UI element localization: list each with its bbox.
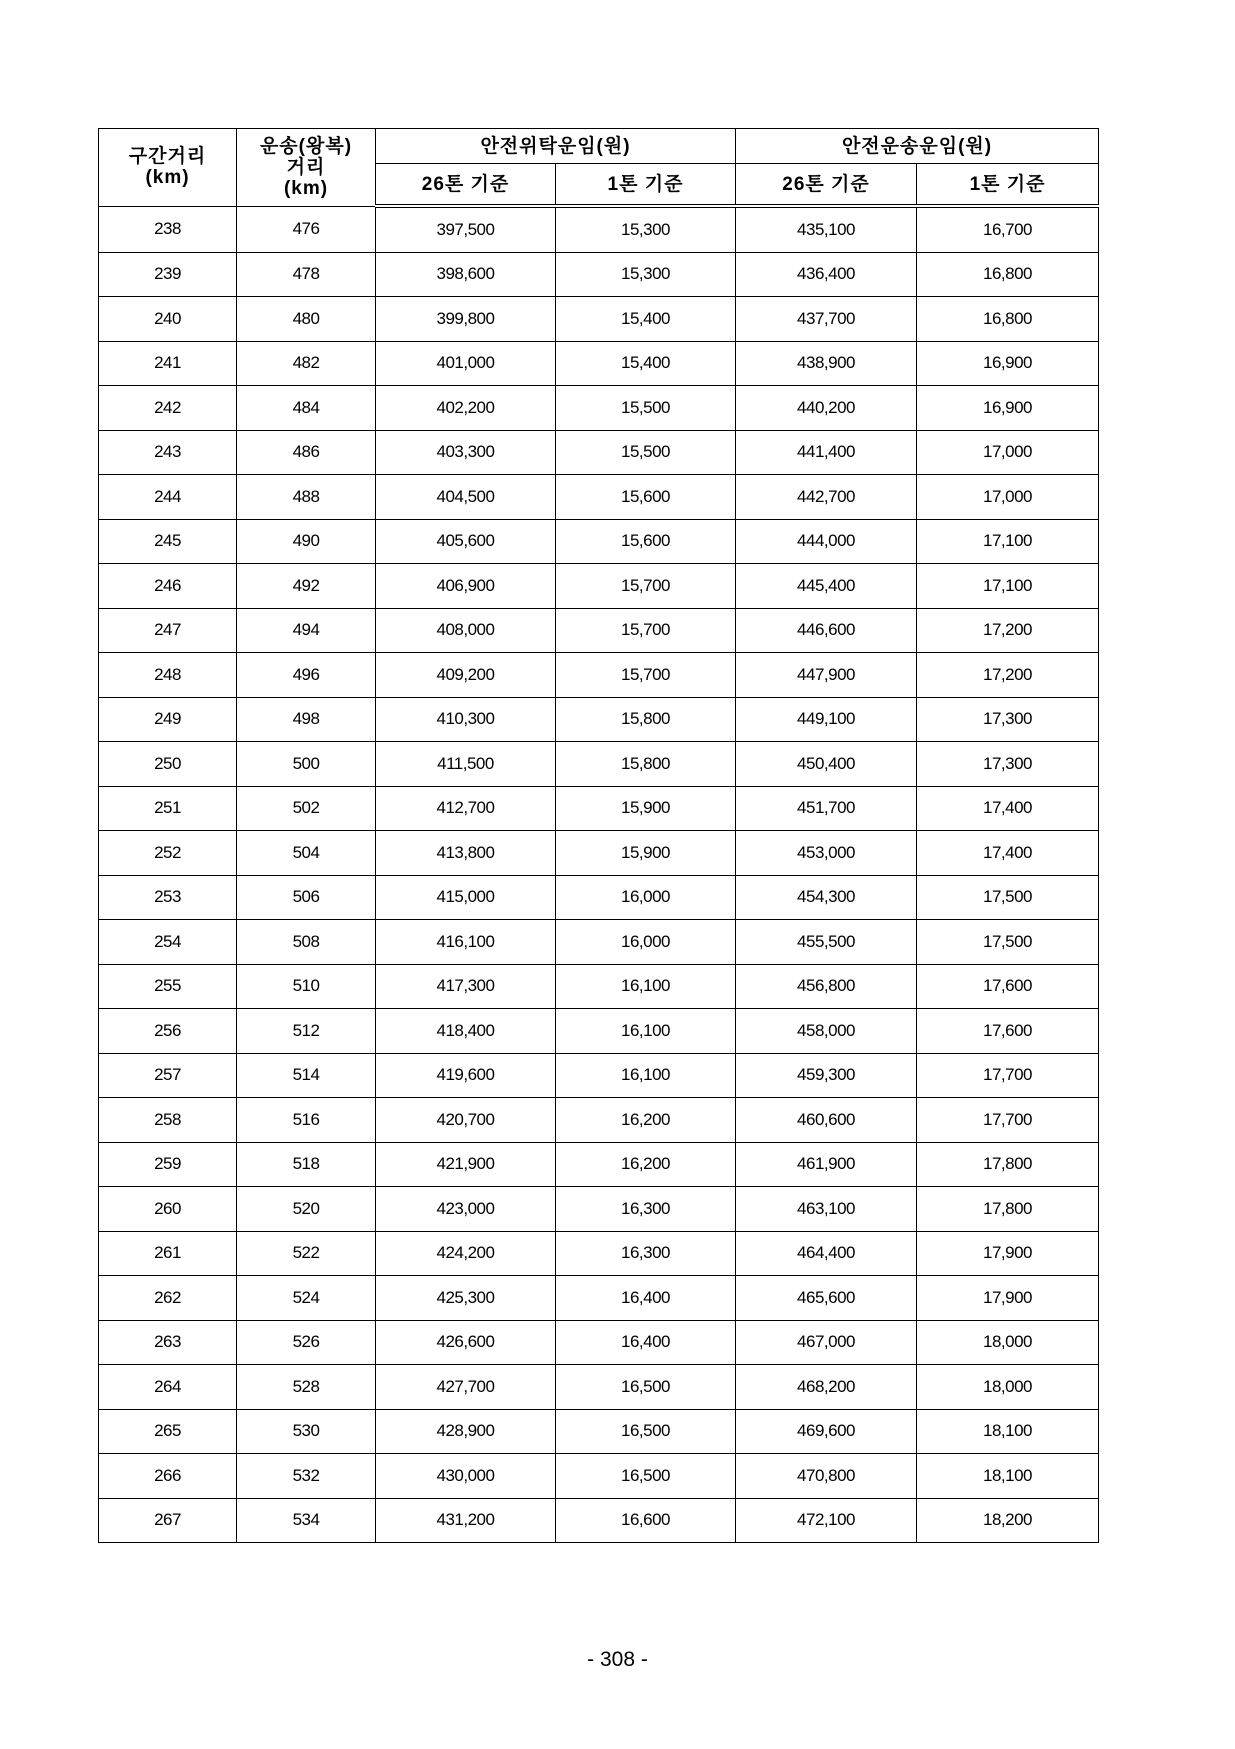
cell-transport-26ton: 444,000 xyxy=(736,519,917,564)
cell-transport-distance: 528 xyxy=(237,1365,376,1410)
cell-transport-26ton: 468,200 xyxy=(736,1365,917,1410)
cell-transport-26ton: 460,600 xyxy=(736,1098,917,1143)
cell-consign-1ton: 16,200 xyxy=(556,1142,736,1187)
cell-section-distance: 264 xyxy=(99,1365,237,1410)
cell-transport-26ton: 436,400 xyxy=(736,252,917,297)
cell-consign-26ton: 415,000 xyxy=(376,875,556,920)
cell-consign-26ton: 412,700 xyxy=(376,786,556,831)
cell-consign-26ton: 421,900 xyxy=(376,1142,556,1187)
table-row xyxy=(99,697,1099,742)
cell-transport-26ton: 442,700 xyxy=(736,475,917,520)
cell-transport-26ton: 438,900 xyxy=(736,341,917,386)
table-row xyxy=(99,653,1099,698)
cell-consign-26ton: 416,100 xyxy=(376,920,556,965)
cell-transport-1ton: 17,900 xyxy=(917,1276,1099,1321)
rate-table xyxy=(98,128,1099,1543)
cell-transport-26ton: 469,600 xyxy=(736,1409,917,1454)
cell-consign-26ton: 405,600 xyxy=(376,519,556,564)
cell-transport-1ton: 16,800 xyxy=(917,297,1099,342)
cell-transport-26ton: 467,000 xyxy=(736,1320,917,1365)
header-transport-1ton: 1톤 기준 xyxy=(917,164,1099,207)
cell-section-distance: 246 xyxy=(99,564,237,609)
cell-transport-distance: 526 xyxy=(237,1320,376,1365)
cell-section-distance: 260 xyxy=(99,1187,237,1232)
header-consign-fare: 안전위탁운임(원) xyxy=(376,129,736,164)
cell-section-distance: 251 xyxy=(99,786,237,831)
header-consign-1ton: 1톤 기준 xyxy=(556,164,736,207)
cell-transport-1ton: 17,000 xyxy=(917,475,1099,520)
cell-transport-distance: 494 xyxy=(237,608,376,653)
cell-transport-1ton: 17,600 xyxy=(917,1009,1099,1054)
cell-section-distance: 257 xyxy=(99,1053,237,1098)
cell-transport-1ton: 16,900 xyxy=(917,386,1099,431)
cell-transport-distance: 518 xyxy=(237,1142,376,1187)
cell-consign-1ton: 16,400 xyxy=(556,1320,736,1365)
cell-consign-1ton: 16,400 xyxy=(556,1276,736,1321)
cell-transport-distance: 496 xyxy=(237,653,376,698)
cell-transport-26ton: 465,600 xyxy=(736,1276,917,1321)
cell-transport-26ton: 454,300 xyxy=(736,875,917,920)
cell-consign-26ton: 411,500 xyxy=(376,742,556,787)
cell-transport-distance: 500 xyxy=(237,742,376,787)
cell-transport-1ton: 18,100 xyxy=(917,1454,1099,1499)
cell-consign-26ton: 426,600 xyxy=(376,1320,556,1365)
table-row xyxy=(99,297,1099,342)
cell-transport-26ton: 445,400 xyxy=(736,564,917,609)
cell-section-distance: 254 xyxy=(99,920,237,965)
cell-consign-1ton: 16,000 xyxy=(556,875,736,920)
cell-transport-1ton: 17,500 xyxy=(917,875,1099,920)
cell-transport-distance: 478 xyxy=(237,252,376,297)
cell-transport-26ton: 455,500 xyxy=(736,920,917,965)
cell-transport-distance: 524 xyxy=(237,1276,376,1321)
table-row xyxy=(99,1454,1099,1499)
table-body xyxy=(99,206,1099,1543)
cell-section-distance: 248 xyxy=(99,653,237,698)
cell-consign-1ton: 16,500 xyxy=(556,1409,736,1454)
cell-section-distance: 242 xyxy=(99,386,237,431)
cell-transport-1ton: 17,800 xyxy=(917,1142,1099,1187)
cell-section-distance: 256 xyxy=(99,1009,237,1054)
cell-consign-26ton: 425,300 xyxy=(376,1276,556,1321)
cell-consign-26ton: 409,200 xyxy=(376,653,556,698)
cell-consign-1ton: 16,100 xyxy=(556,964,736,1009)
cell-section-distance: 253 xyxy=(99,875,237,920)
cell-section-distance: 259 xyxy=(99,1142,237,1187)
page-number: - 308 - xyxy=(587,1648,648,1671)
cell-transport-distance: 534 xyxy=(237,1498,376,1543)
cell-section-distance: 239 xyxy=(99,252,237,297)
cell-transport-26ton: 451,700 xyxy=(736,786,917,831)
cell-consign-26ton: 413,800 xyxy=(376,831,556,876)
cell-transport-1ton: 18,000 xyxy=(917,1320,1099,1365)
cell-consign-1ton: 15,700 xyxy=(556,608,736,653)
cell-consign-26ton: 402,200 xyxy=(376,386,556,431)
cell-transport-26ton: 446,600 xyxy=(736,608,917,653)
cell-consign-1ton: 15,300 xyxy=(556,252,736,297)
cell-transport-distance: 476 xyxy=(237,206,376,252)
table-row xyxy=(99,252,1099,297)
cell-consign-26ton: 430,000 xyxy=(376,1454,556,1499)
cell-transport-1ton: 16,700 xyxy=(917,206,1099,252)
cell-consign-1ton: 15,500 xyxy=(556,386,736,431)
cell-transport-26ton: 449,100 xyxy=(736,697,917,742)
cell-transport-1ton: 17,200 xyxy=(917,653,1099,698)
cell-consign-26ton: 410,300 xyxy=(376,697,556,742)
cell-transport-1ton: 17,600 xyxy=(917,964,1099,1009)
cell-section-distance: 245 xyxy=(99,519,237,564)
cell-transport-distance: 498 xyxy=(237,697,376,742)
cell-consign-1ton: 15,800 xyxy=(556,742,736,787)
cell-consign-1ton: 16,500 xyxy=(556,1365,736,1410)
cell-transport-1ton: 18,100 xyxy=(917,1409,1099,1454)
cell-section-distance: 247 xyxy=(99,608,237,653)
cell-transport-26ton: 470,800 xyxy=(736,1454,917,1499)
cell-transport-distance: 504 xyxy=(237,831,376,876)
cell-consign-26ton: 427,700 xyxy=(376,1365,556,1410)
cell-consign-26ton: 418,400 xyxy=(376,1009,556,1054)
cell-transport-distance: 488 xyxy=(237,475,376,520)
cell-transport-1ton: 17,900 xyxy=(917,1231,1099,1276)
cell-consign-1ton: 15,700 xyxy=(556,653,736,698)
cell-transport-distance: 532 xyxy=(237,1454,376,1499)
cell-consign-1ton: 15,300 xyxy=(556,206,736,252)
table-row xyxy=(99,964,1099,1009)
cell-section-distance: 250 xyxy=(99,742,237,787)
cell-consign-26ton: 398,600 xyxy=(376,252,556,297)
cell-section-distance: 249 xyxy=(99,697,237,742)
cell-section-distance: 258 xyxy=(99,1098,237,1143)
cell-transport-distance: 522 xyxy=(237,1231,376,1276)
cell-transport-1ton: 17,200 xyxy=(917,608,1099,653)
table-header xyxy=(99,129,1099,207)
cell-transport-1ton: 17,500 xyxy=(917,920,1099,965)
cell-section-distance: 261 xyxy=(99,1231,237,1276)
cell-consign-26ton: 408,000 xyxy=(376,608,556,653)
cell-section-distance: 252 xyxy=(99,831,237,876)
cell-section-distance: 262 xyxy=(99,1276,237,1321)
cell-section-distance: 255 xyxy=(99,964,237,1009)
header-consign-26ton: 26톤 기준 xyxy=(376,164,556,207)
cell-transport-distance: 506 xyxy=(237,875,376,920)
cell-transport-distance: 482 xyxy=(237,341,376,386)
cell-transport-26ton: 437,700 xyxy=(736,297,917,342)
cell-section-distance: 243 xyxy=(99,430,237,475)
cell-transport-distance: 520 xyxy=(237,1187,376,1232)
cell-consign-1ton: 15,600 xyxy=(556,475,736,520)
cell-consign-1ton: 15,600 xyxy=(556,519,736,564)
cell-consign-1ton: 16,100 xyxy=(556,1009,736,1054)
cell-consign-26ton: 423,000 xyxy=(376,1187,556,1232)
header-transport-26ton: 26톤 기준 xyxy=(736,164,917,207)
cell-consign-1ton: 15,700 xyxy=(556,564,736,609)
cell-transport-1ton: 17,100 xyxy=(917,564,1099,609)
cell-section-distance: 265 xyxy=(99,1409,237,1454)
table-row xyxy=(99,1053,1099,1098)
table-row xyxy=(99,1098,1099,1143)
cell-transport-1ton: 17,300 xyxy=(917,742,1099,787)
cell-transport-1ton: 17,400 xyxy=(917,786,1099,831)
cell-transport-26ton: 458,000 xyxy=(736,1009,917,1054)
cell-transport-1ton: 16,900 xyxy=(917,341,1099,386)
table-row xyxy=(99,831,1099,876)
table-row xyxy=(99,564,1099,609)
cell-transport-1ton: 17,700 xyxy=(917,1098,1099,1143)
cell-transport-1ton: 18,000 xyxy=(917,1365,1099,1410)
table-row xyxy=(99,875,1099,920)
cell-transport-26ton: 463,100 xyxy=(736,1187,917,1232)
cell-transport-26ton: 456,800 xyxy=(736,964,917,1009)
cell-consign-26ton: 420,700 xyxy=(376,1098,556,1143)
cell-consign-26ton: 431,200 xyxy=(376,1498,556,1543)
cell-transport-distance: 486 xyxy=(237,430,376,475)
cell-transport-1ton: 18,200 xyxy=(917,1498,1099,1543)
cell-section-distance: 241 xyxy=(99,341,237,386)
cell-transport-26ton: 435,100 xyxy=(736,206,917,252)
table-row xyxy=(99,386,1099,431)
cell-transport-26ton: 441,400 xyxy=(736,430,917,475)
cell-consign-26ton: 424,200 xyxy=(376,1231,556,1276)
cell-transport-distance: 492 xyxy=(237,564,376,609)
cell-consign-1ton: 16,600 xyxy=(556,1498,736,1543)
cell-consign-26ton: 428,900 xyxy=(376,1409,556,1454)
cell-transport-26ton: 440,200 xyxy=(736,386,917,431)
cell-transport-distance: 502 xyxy=(237,786,376,831)
cell-consign-1ton: 16,300 xyxy=(556,1187,736,1232)
cell-consign-1ton: 15,500 xyxy=(556,430,736,475)
table-row xyxy=(99,206,1099,252)
table-row xyxy=(99,1365,1099,1410)
cell-consign-26ton: 419,600 xyxy=(376,1053,556,1098)
cell-transport-26ton: 461,900 xyxy=(736,1142,917,1187)
cell-transport-1ton: 17,000 xyxy=(917,430,1099,475)
cell-consign-26ton: 397,500 xyxy=(376,206,556,252)
cell-transport-1ton: 16,800 xyxy=(917,252,1099,297)
header-transport-fare: 안전운송운임(원) xyxy=(736,129,1099,164)
header-section-distance: 구간거리 (km) xyxy=(99,129,237,207)
cell-section-distance: 267 xyxy=(99,1498,237,1543)
cell-consign-26ton: 403,300 xyxy=(376,430,556,475)
table-row xyxy=(99,786,1099,831)
cell-consign-1ton: 15,900 xyxy=(556,831,736,876)
table-row xyxy=(99,608,1099,653)
cell-transport-distance: 530 xyxy=(237,1409,376,1454)
cell-transport-1ton: 17,400 xyxy=(917,831,1099,876)
cell-transport-distance: 516 xyxy=(237,1098,376,1143)
table-row xyxy=(99,1409,1099,1454)
cell-section-distance: 238 xyxy=(99,206,237,252)
cell-consign-26ton: 401,000 xyxy=(376,341,556,386)
table-row xyxy=(99,1498,1099,1543)
cell-section-distance: 263 xyxy=(99,1320,237,1365)
table-row xyxy=(99,519,1099,564)
table-row xyxy=(99,1320,1099,1365)
table-row xyxy=(99,1142,1099,1187)
cell-transport-1ton: 17,300 xyxy=(917,697,1099,742)
cell-section-distance: 266 xyxy=(99,1454,237,1499)
cell-consign-1ton: 16,300 xyxy=(556,1231,736,1276)
cell-transport-distance: 510 xyxy=(237,964,376,1009)
table-row xyxy=(99,341,1099,386)
cell-transport-1ton: 17,800 xyxy=(917,1187,1099,1232)
cell-consign-1ton: 16,500 xyxy=(556,1454,736,1499)
cell-consign-1ton: 16,100 xyxy=(556,1053,736,1098)
cell-transport-distance: 480 xyxy=(237,297,376,342)
cell-transport-distance: 512 xyxy=(237,1009,376,1054)
header-transport-distance: 운송(왕복) 거리 (km) xyxy=(237,129,376,207)
cell-consign-1ton: 15,400 xyxy=(556,297,736,342)
cell-consign-1ton: 15,800 xyxy=(556,697,736,742)
cell-transport-distance: 490 xyxy=(237,519,376,564)
cell-transport-26ton: 447,900 xyxy=(736,653,917,698)
cell-transport-26ton: 464,400 xyxy=(736,1231,917,1276)
cell-section-distance: 240 xyxy=(99,297,237,342)
cell-transport-distance: 514 xyxy=(237,1053,376,1098)
cell-transport-26ton: 450,400 xyxy=(736,742,917,787)
cell-transport-26ton: 453,000 xyxy=(736,831,917,876)
table-row xyxy=(99,1231,1099,1276)
cell-consign-26ton: 406,900 xyxy=(376,564,556,609)
cell-consign-1ton: 15,900 xyxy=(556,786,736,831)
cell-consign-1ton: 16,000 xyxy=(556,920,736,965)
cell-transport-1ton: 17,700 xyxy=(917,1053,1099,1098)
cell-transport-distance: 508 xyxy=(237,920,376,965)
cell-transport-distance: 484 xyxy=(237,386,376,431)
cell-transport-1ton: 17,100 xyxy=(917,519,1099,564)
cell-consign-26ton: 399,800 xyxy=(376,297,556,342)
cell-consign-1ton: 15,400 xyxy=(556,341,736,386)
table-row xyxy=(99,742,1099,787)
cell-consign-26ton: 417,300 xyxy=(376,964,556,1009)
cell-transport-26ton: 472,100 xyxy=(736,1498,917,1543)
cell-consign-1ton: 16,200 xyxy=(556,1098,736,1143)
table-row xyxy=(99,475,1099,520)
table-row xyxy=(99,430,1099,475)
table-row xyxy=(99,920,1099,965)
cell-transport-26ton: 459,300 xyxy=(736,1053,917,1098)
cell-section-distance: 244 xyxy=(99,475,237,520)
table-row xyxy=(99,1009,1099,1054)
table-row xyxy=(99,1276,1099,1321)
cell-consign-26ton: 404,500 xyxy=(376,475,556,520)
table-row xyxy=(99,1187,1099,1232)
